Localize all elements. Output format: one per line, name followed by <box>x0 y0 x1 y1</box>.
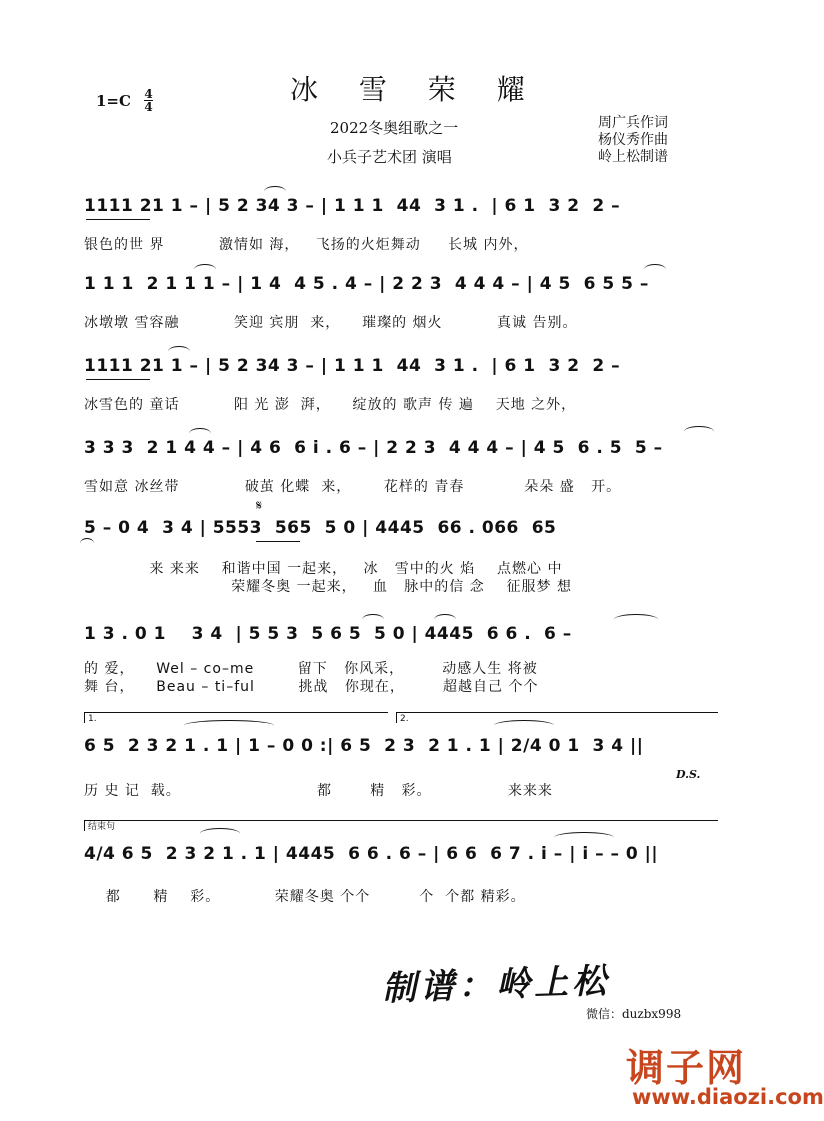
notes-line: 1 3 . 0 1 3 4 | 5 5 3 5 6 5 5 0 | 4445 6 6 . 6 – <box>84 624 572 644</box>
notes-row <box>84 840 716 868</box>
notes-row <box>84 732 716 760</box>
notes-line: 4/4 6 5 2 3 2 1 . 1 | 4445 6 6 . 6 – | 6 6 6 7 . i – | i – – 0 || <box>84 844 659 864</box>
score-system-8 <box>84 818 716 908</box>
notes-line: 5 – 0 4 3 4 | 5553 565 5 0 | 4445 66 . 066 65 <box>84 518 557 538</box>
beam <box>86 379 150 380</box>
performer-line: 小兵子艺术团 演唱 <box>327 148 452 166</box>
tie <box>644 264 666 275</box>
tie <box>168 346 190 357</box>
tie <box>362 614 384 625</box>
tie <box>194 264 216 275</box>
beam <box>86 219 150 220</box>
volta-second: 2. <box>396 712 718 723</box>
wechat-contact: 微信：duzbx998 <box>586 1007 682 1021</box>
volta-first: 1. <box>84 712 388 723</box>
time-signature-top: 4 <box>144 87 153 101</box>
tie <box>200 828 240 839</box>
score-system-4 <box>84 434 716 504</box>
lyrics-line: 都 精 彩。 荣耀冬奥 个个 个 个都 精彩。 <box>84 889 526 905</box>
score-system-5 <box>84 498 716 600</box>
score-system-2 <box>84 270 716 340</box>
transcriber-signature: 制谱：岭上松 <box>381 961 611 1009</box>
lyrics-line-2: 舞 台， Beau – ti–ful 挑战 你现在， 超越自己 个个 <box>84 679 539 695</box>
beam <box>256 541 300 542</box>
notes-line: 1111 21 1 – | 5 2 34 3 – | 1 1 1 44 3 1 . | 6 1 3 2 2 – <box>84 196 621 216</box>
composer-credit: 杨仪秀作曲 <box>598 132 668 148</box>
score-system-1 <box>84 192 716 262</box>
song-subtitle: 2022冬奥组歌之一 <box>330 119 459 137</box>
lyrics-line: 冰雪色的 童话 阳 光 澎 湃， 绽放的 歌声 传 遍 天地 之外， <box>84 397 577 413</box>
lyrics-line: 历 史 记 载。 都 精 彩。 来来来 <box>84 783 553 799</box>
lyrics-line-1: 来 来来 和谐中国 一起来， 冰 雪中的火 焰 点燃心 中 <box>84 561 563 577</box>
lyrics-line-2: 荣耀冬奥 一起来， 血 脉中的信 念 征服梦 想 <box>84 579 573 595</box>
score-system-3 <box>84 352 716 422</box>
transcriber-credit: 岭上松制谱 <box>598 149 668 165</box>
time-signature-bottom: 4 <box>144 100 153 114</box>
ds-marker: D.S. <box>676 768 701 781</box>
song-title: 冰 雪 荣 耀 <box>290 73 541 106</box>
score-system-6 <box>84 620 716 700</box>
ending-bracket: 结束句 <box>84 820 718 831</box>
tie <box>434 614 456 625</box>
tie <box>264 186 286 197</box>
tie <box>614 614 658 625</box>
key-signature: 1=C <box>96 92 131 110</box>
notes-line: 6 5 2 3 2 1 . 1 | 1 – 0 0 :| 6 5 2 3 2 1 . 1 | 2/4 0 1 3 4 || <box>84 736 644 756</box>
lyrics-line-1: 的 爱， Wel – co–me 留下 你风采， 动感人生 将被 <box>84 661 538 677</box>
segno-sign: 𝄋 <box>256 498 263 514</box>
tie <box>554 832 614 843</box>
site-logo: 调子网 <box>626 1046 747 1090</box>
lyrics-line: 雪如意 冰丝带 破茧 化蝶 来， 花样的 青春 朵朵 盛 开。 <box>84 479 622 495</box>
score-system-7 <box>84 710 716 800</box>
site-url[interactable]: www.diaozi.com <box>632 1085 824 1109</box>
lyricist-credit: 周广兵作词 <box>598 115 668 131</box>
lyrics-line: 冰墩墩 雪容融 笑迎 宾朋 来， 璀璨的 烟火 真诚 告别。 <box>84 315 578 331</box>
tie <box>184 720 274 731</box>
notes-line: 1 1 1 2 1 1 1 – | 1 4 4 5 . 4 – | 2 2 3 4 4 4 – | 4 5 6 5 5 – <box>84 274 649 294</box>
notes-line: 1111 21 1 – | 5 2 34 3 – | 1 1 1 44 3 1 . | 6 1 3 2 2 – <box>84 356 621 376</box>
tie <box>189 428 211 439</box>
tie <box>494 720 554 731</box>
time-signature <box>144 88 153 113</box>
lyrics-line: 银色的世 界 激情如 海， 飞扬的火炬舞动 长城 内外， <box>84 237 529 253</box>
notes-line: 3 3 3 2 1 4 4 – | 4 6 6 i . 6 – | 2 2 3 4 4 4 – | 4 5 6 . 5 5 – <box>84 438 663 458</box>
tie <box>684 426 714 437</box>
